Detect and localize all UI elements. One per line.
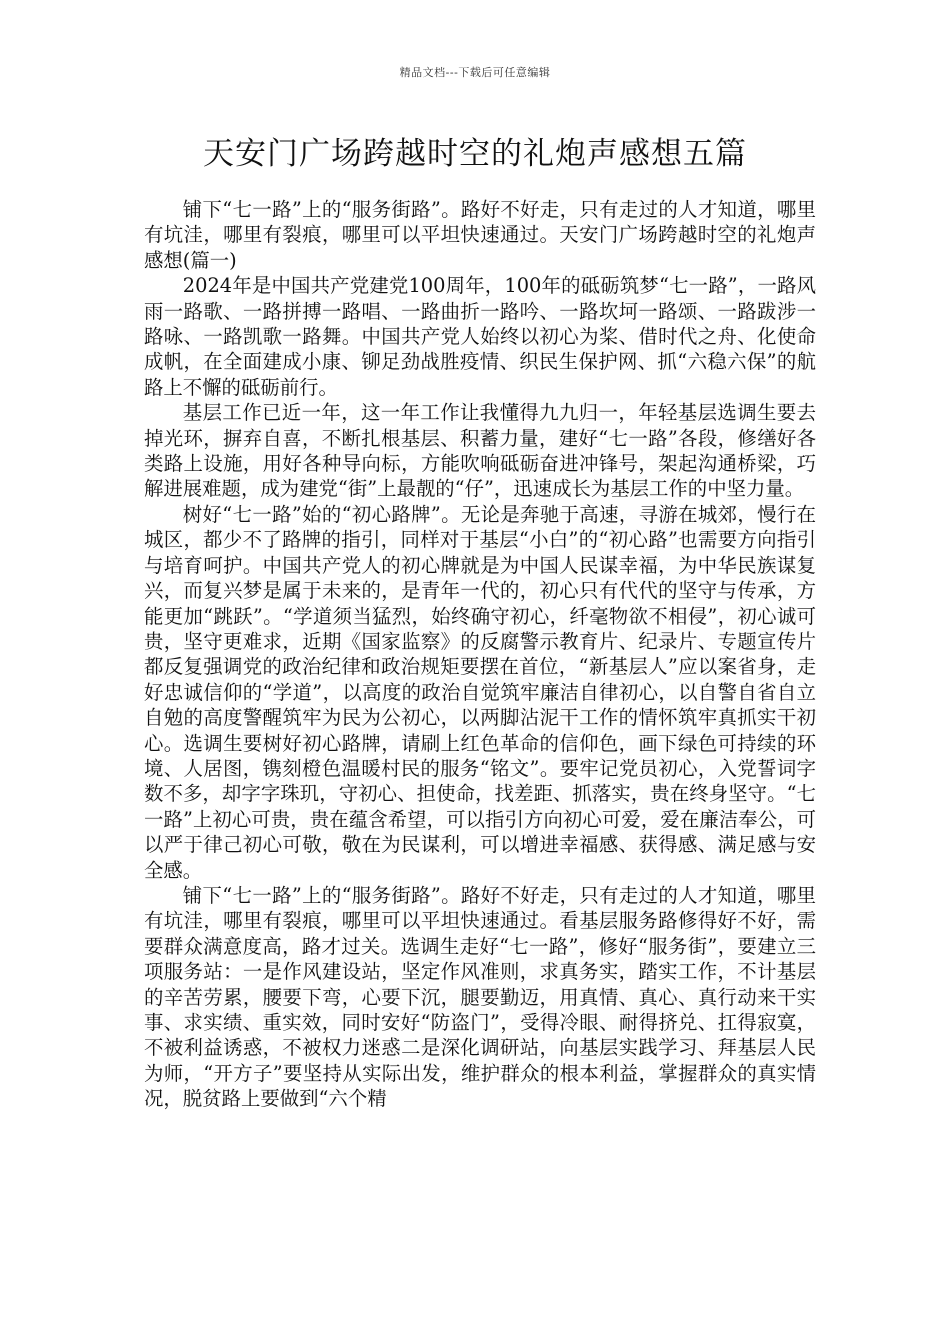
paragraph: 铺下“七一路”上的“服务街路”。路好不好走，只有走过的人才知道，哪里有坑洼，哪里有裂痕，哪里可以平坦快速通过。看基层服务路修得好不好，需要群众满意度高，路才过关。选调生走好“七一路”，修好“服务街”，要建立三项服务站：一是作风建设站，坚定作风准则，求真务实，踏实工作，不计基层的辛苦劳累，腰要下弯，心要下沉，腿要勤迈，用真情、真心、真行动来干实事、求实绩、重实效，同时安好“防盗门”，受得冷眼、耐得挤兑、扛得寂寞，不被利益诱惑，不被权力迷惑二是深化调研站，向基层实践学习、拜基层人民为师，“开方子”要坚持从实际出发，维护群众的根本利益，掌握群众的真实情况，脱贫路上要做到“六个精 xyxy=(144,883,816,1111)
paragraph: 树好“七一路”始的“初心路牌”。无论是奔驰于高速，寻游在城郊，慢行在城区，都少不了路牌的指引，同样对于基层“小白”的“初心路”也需要方向指引与培育呵护。中国共产党人的初心牌就是为中国人民谋幸福，为中华民族谋复兴，而复兴梦是属于未来的，是青年一代的，初心只有代代的坚守与传承，方能更加“跳跃”。“学道须当猛烈，始终确守初心，纤毫物欲不相侵”，初心诚可贵，坚守更难求，近期《国家监察》的反腐警示教育片、纪录片、专题宣传片都反复强调党的政治纪律和政治规矩要摆在首位，“新基层人”应以案省身，走好忠诚信仰的“学道”，以高度的政治自觉筑牢廉洁自律初心，以自警自省自立自勉的高度警醒筑牢为民为公初心，以两脚沾泥干工作的情怀筑牢真抓实干初心。选调生要树好初心路牌，请刷上红色革命的信仰色，画下绿色可持续的环境、人居图，镌刻橙色温暖村民的服务“铭文”。要牢记党员初心，入党誓词字数不多，却字字珠玑，守初心、担使命，找差距、抓落实，贵在终身坚守。“七一路”上初心可贵，贵在蕴含希望，可以指引方向初心可爱，爱在廉洁奉公，可以严于律己初心可敬，敬在为民谋利，可以增进幸福感、获得感、满足感与安全感。 xyxy=(144,502,816,882)
document-body xyxy=(144,197,816,1112)
paragraph: 基层工作已近一年，这一年工作让我懂得九九归一，年轻基层选调生要去掉光环，摒弃自喜，不断扎根基层、积蓄力量，建好“七一路”各段，修缮好各类路上设施，用好各种导向标，方能吹响砥砺奋进冲锋号，架起沟通桥梁，巧解进展难题，成为建党“街”上最靓的“仔”，迅速成长为基层工作的中坚力量。 xyxy=(144,401,816,501)
paragraph: 铺下“七一路”上的“服务街路”。路好不好走，只有走过的人才知道，哪里有坑洼，哪里有裂痕，哪里可以平坦快速通过。天安门广场跨越时空的礼炮声感想(篇一) xyxy=(144,198,816,272)
header-note: 精品文档---下载后可任意编辑 xyxy=(399,66,551,79)
paragraph: 2024年是中国共产党建党100周年，100年的砥砺筑梦“七一路”，一路风雨一路歌、一路拼搏一路唱、一路曲折一路吟、一路坎坷一路颂、一路跋涉一路咏、一路凯歌一路舞。中国共产党人始终以初心为桨、借时代之舟、化使命成帆，在全面建成小康、铆足劲战胜疫情、织民生保护网、抓“六稳六保”的航路上不懈的砥砺前行。 xyxy=(144,274,816,399)
document-title: 天安门广场跨越时空的礼炮声感想五篇 xyxy=(203,136,747,172)
